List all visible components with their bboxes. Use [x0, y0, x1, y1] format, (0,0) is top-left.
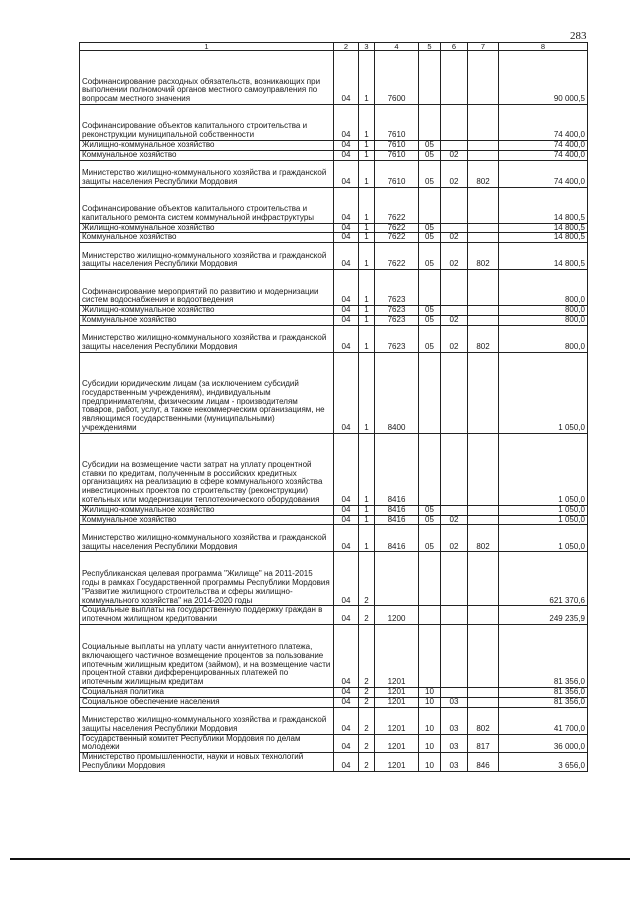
row-code-3: 1	[359, 433, 375, 505]
row-code-4: 7623	[375, 306, 419, 316]
row-code-3: 2	[359, 624, 375, 687]
row-amount: 81 356,0	[499, 697, 588, 707]
row-code-7	[468, 687, 499, 697]
row-code-3: 2	[359, 734, 375, 753]
row-amount: 36 000,0	[499, 734, 588, 753]
row-code-6: 02	[441, 233, 468, 243]
row-name: Социальные выплаты на уплату части аннуитетного платежа, включающего частичное возмещение процентов за пользование ипотечным жилищным кредитом (займом), и на возмещение части процентной ставки дифференцированных платежей по ипотечным жилищным кредитам	[80, 624, 334, 687]
row-name: Министерство жилищно-коммунального хозяйства и гражданской защиты населения Республики Мордовия	[80, 325, 334, 352]
row-code-2: 04	[334, 352, 359, 433]
row-code-5: 05	[419, 325, 441, 352]
row-code-4: 8416	[375, 505, 419, 515]
row-code-7: 802	[468, 243, 499, 270]
table-row	[80, 150, 588, 160]
row-code-3: 2	[359, 753, 375, 772]
row-code-6: 02	[441, 515, 468, 525]
row-name: Жилищно-коммунальное хозяйство	[80, 223, 334, 233]
row-code-6	[441, 505, 468, 515]
row-code-5: 05	[419, 315, 441, 325]
row-code-2: 04	[334, 150, 359, 160]
row-code-4: 8416	[375, 525, 419, 552]
table-row	[80, 515, 588, 525]
row-code-7	[468, 433, 499, 505]
row-name: Жилищно-коммунальное хозяйство	[80, 505, 334, 515]
row-code-6: 02	[441, 243, 468, 270]
row-code-3: 1	[359, 160, 375, 187]
row-code-5: 05	[419, 141, 441, 151]
row-code-2: 04	[334, 515, 359, 525]
row-name: Социальное обеспечение населения	[80, 697, 334, 707]
row-code-6	[441, 624, 468, 687]
table-row	[80, 433, 588, 505]
row-name: Министерство жилищно-коммунального хозяйства и гражданской защиты населения Республики Мордовия	[80, 160, 334, 187]
row-code-4: 1201	[375, 697, 419, 707]
row-code-3: 1	[359, 352, 375, 433]
table-row	[80, 687, 588, 697]
row-name: Республиканская целевая программа "Жилище" на 2011-2015 годы в рамках Государственной программы Республики Мордовия "Развитие жилищного строительства и сферы жилищно-коммунального хозяйства" на 2014-2020 годы	[80, 552, 334, 606]
row-code-3: 1	[359, 150, 375, 160]
row-code-6: 02	[441, 325, 468, 352]
row-code-4: 7622	[375, 223, 419, 233]
row-code-3: 1	[359, 141, 375, 151]
row-code-5: 05	[419, 515, 441, 525]
row-code-5: 05	[419, 306, 441, 316]
row-amount: 1 050,0	[499, 433, 588, 505]
table-row	[80, 352, 588, 433]
row-code-4: 7622	[375, 233, 419, 243]
row-code-3: 2	[359, 697, 375, 707]
row-name: Министерство жилищно-коммунального хозяйства и гражданской защиты населения Республики Мордовия	[80, 707, 334, 734]
row-code-4: 1201	[375, 734, 419, 753]
row-code-6: 03	[441, 707, 468, 734]
row-code-6	[441, 687, 468, 697]
row-code-4: 7623	[375, 315, 419, 325]
row-amount: 14 800,5	[499, 233, 588, 243]
row-code-3: 1	[359, 325, 375, 352]
row-amount: 81 356,0	[499, 624, 588, 687]
row-name: Субсидии юридическим лицам (за исключением субсидий государственным учреждениям), индивидуальным предпринимателям, физическим лицам - производителям товаров, работ, услуг, а также некоммерческим организациям, не являющимся государственными (муниципальными) учреждениями	[80, 352, 334, 433]
row-code-2: 04	[334, 51, 359, 105]
row-code-2: 04	[334, 325, 359, 352]
row-code-7	[468, 315, 499, 325]
row-name: Коммунальное хозяйство	[80, 150, 334, 160]
row-name: Софинансирование расходных обязательств, возникающих при выполнении полномочий органов местного самоуправления по вопросам местного значения	[80, 51, 334, 105]
row-name: Софинансирование объектов капитального строительства и реконструкции муниципальной собственности	[80, 105, 334, 141]
row-amount: 14 800,5	[499, 187, 588, 223]
row-code-2: 04	[334, 223, 359, 233]
row-code-7	[468, 223, 499, 233]
row-amount: 800,0	[499, 270, 588, 306]
row-code-2: 04	[334, 525, 359, 552]
row-code-5: 10	[419, 734, 441, 753]
row-amount: 14 800,5	[499, 243, 588, 270]
row-code-4: 8416	[375, 515, 419, 525]
row-code-2: 04	[334, 433, 359, 505]
row-amount: 800,0	[499, 315, 588, 325]
row-name: Субсидии на возмещение части затрат на уплату процентной ставки по кредитам, полученным в российских кредитных организациях на реализацию в сфере коммунального хозяйства инвестиционных проектов по строительству (реконструкции) котельных или модернизации теплотехнического оборудования	[80, 433, 334, 505]
row-code-2: 04	[334, 105, 359, 141]
page-bottom-rule	[10, 858, 630, 860]
row-code-5: 10	[419, 687, 441, 697]
row-code-5	[419, 606, 441, 625]
table-row	[80, 707, 588, 734]
table-row	[80, 697, 588, 707]
row-code-2: 04	[334, 505, 359, 515]
row-code-7: 802	[468, 525, 499, 552]
row-name: Коммунальное хозяйство	[80, 515, 334, 525]
row-code-4: 7600	[375, 51, 419, 105]
row-code-2: 04	[334, 315, 359, 325]
row-code-6: 02	[441, 525, 468, 552]
header-row	[80, 43, 588, 51]
row-code-2: 04	[334, 697, 359, 707]
row-code-3: 1	[359, 51, 375, 105]
row-name: Министерство жилищно-коммунального хозяйства и гражданской защиты населения Республики Мордовия	[80, 525, 334, 552]
row-code-5: 05	[419, 505, 441, 515]
row-code-5	[419, 270, 441, 306]
table-row	[80, 160, 588, 187]
row-code-4: 7622	[375, 243, 419, 270]
row-code-7	[468, 552, 499, 606]
row-code-3: 1	[359, 187, 375, 223]
row-code-4: 8416	[375, 433, 419, 505]
row-code-5	[419, 624, 441, 687]
row-code-2: 04	[334, 233, 359, 243]
row-code-3: 1	[359, 515, 375, 525]
row-code-4: 7610	[375, 105, 419, 141]
row-code-3: 1	[359, 315, 375, 325]
row-code-6	[441, 105, 468, 141]
budget-table	[79, 42, 588, 772]
row-code-5: 05	[419, 223, 441, 233]
table-row	[80, 325, 588, 352]
row-name: Софинансирование объектов капитального строительства и капитального ремонта систем коммунальной инфраструктуры	[80, 187, 334, 223]
row-code-3: 1	[359, 243, 375, 270]
header-col-1: 1	[80, 43, 334, 51]
row-amount: 1 050,0	[499, 515, 588, 525]
row-amount: 14 800,5	[499, 223, 588, 233]
row-code-6	[441, 51, 468, 105]
row-code-7	[468, 306, 499, 316]
row-amount: 621 370,6	[499, 552, 588, 606]
row-code-3: 1	[359, 306, 375, 316]
header-col-6: 6	[441, 43, 468, 51]
row-code-5	[419, 51, 441, 105]
row-code-3: 2	[359, 687, 375, 697]
row-code-5: 05	[419, 525, 441, 552]
row-code-6: 03	[441, 697, 468, 707]
row-amount: 1 050,0	[499, 525, 588, 552]
table-row	[80, 270, 588, 306]
table-row	[80, 505, 588, 515]
table-row	[80, 606, 588, 625]
header-col-3: 3	[359, 43, 375, 51]
row-code-7	[468, 505, 499, 515]
row-code-7	[468, 150, 499, 160]
row-code-6	[441, 187, 468, 223]
row-code-7	[468, 270, 499, 306]
row-code-3: 1	[359, 105, 375, 141]
row-code-4	[375, 552, 419, 606]
row-name: Коммунальное хозяйство	[80, 233, 334, 243]
row-code-6	[441, 141, 468, 151]
row-amount: 90 000,5	[499, 51, 588, 105]
table-row	[80, 105, 588, 141]
row-code-3: 2	[359, 606, 375, 625]
row-code-6	[441, 352, 468, 433]
row-code-2: 04	[334, 160, 359, 187]
table-row	[80, 223, 588, 233]
row-code-4: 7610	[375, 160, 419, 187]
row-amount: 81 356,0	[499, 687, 588, 697]
row-code-2: 04	[334, 707, 359, 734]
header-col-7: 7	[468, 43, 499, 51]
row-code-5: 10	[419, 753, 441, 772]
row-code-7: 802	[468, 160, 499, 187]
row-code-2: 04	[334, 687, 359, 697]
row-amount: 800,0	[499, 325, 588, 352]
row-code-6	[441, 223, 468, 233]
row-code-7	[468, 233, 499, 243]
row-amount: 74 400,0	[499, 105, 588, 141]
row-amount: 74 400,0	[499, 150, 588, 160]
header-col-4: 4	[375, 43, 419, 51]
table-row	[80, 233, 588, 243]
row-code-6	[441, 433, 468, 505]
row-code-7	[468, 141, 499, 151]
table-body	[80, 43, 588, 772]
row-code-4: 8400	[375, 352, 419, 433]
row-amount: 1 050,0	[499, 505, 588, 515]
row-code-3: 2	[359, 552, 375, 606]
row-code-7	[468, 105, 499, 141]
row-code-7	[468, 51, 499, 105]
row-code-4: 1201	[375, 687, 419, 697]
row-code-4: 1201	[375, 753, 419, 772]
row-code-6	[441, 552, 468, 606]
row-code-6: 03	[441, 734, 468, 753]
row-code-4: 7623	[375, 270, 419, 306]
table-row	[80, 734, 588, 753]
row-code-5: 05	[419, 243, 441, 270]
row-code-4: 1201	[375, 624, 419, 687]
row-code-5	[419, 187, 441, 223]
header-col-2: 2	[334, 43, 359, 51]
row-code-2: 04	[334, 624, 359, 687]
row-amount: 41 700,0	[499, 707, 588, 734]
row-code-2: 04	[334, 270, 359, 306]
table-row	[80, 552, 588, 606]
row-amount: 800,0	[499, 306, 588, 316]
row-code-7	[468, 606, 499, 625]
row-code-6: 03	[441, 753, 468, 772]
row-code-4: 7610	[375, 150, 419, 160]
row-name: Коммунальное хозяйство	[80, 315, 334, 325]
row-code-3: 2	[359, 707, 375, 734]
row-code-2: 04	[334, 734, 359, 753]
row-code-4: 1201	[375, 707, 419, 734]
row-amount: 249 235,9	[499, 606, 588, 625]
table-row	[80, 753, 588, 772]
row-code-5	[419, 352, 441, 433]
row-code-5	[419, 105, 441, 141]
row-code-7: 802	[468, 707, 499, 734]
row-code-5: 10	[419, 697, 441, 707]
row-code-3: 1	[359, 525, 375, 552]
row-code-4: 7622	[375, 187, 419, 223]
row-code-7	[468, 515, 499, 525]
row-code-2: 04	[334, 606, 359, 625]
row-code-5: 05	[419, 233, 441, 243]
row-name: Социальные выплаты на государственную поддержку граждан в ипотечном жилищном кредитовании	[80, 606, 334, 625]
row-code-4: 1200	[375, 606, 419, 625]
row-code-4: 7623	[375, 325, 419, 352]
row-name: Жилищно-коммунальное хозяйство	[80, 306, 334, 316]
row-name: Софинансирование мероприятий по развитию и модернизации систем водоснабжения и водоотведения	[80, 270, 334, 306]
row-code-2: 04	[334, 243, 359, 270]
row-code-7: 802	[468, 325, 499, 352]
row-code-5: 10	[419, 707, 441, 734]
row-name: Государственный комитет Республики Мордовия по делам молодежи	[80, 734, 334, 753]
row-name: Министерство промышленности, науки и новых технологий Республики Мордовия	[80, 753, 334, 772]
row-amount: 1 050,0	[499, 352, 588, 433]
row-code-5	[419, 552, 441, 606]
row-code-5: 05	[419, 150, 441, 160]
row-code-6	[441, 270, 468, 306]
row-code-3: 1	[359, 270, 375, 306]
table-row	[80, 525, 588, 552]
row-code-6: 02	[441, 315, 468, 325]
row-code-7	[468, 187, 499, 223]
table-row	[80, 624, 588, 687]
row-code-5	[419, 433, 441, 505]
row-name: Жилищно-коммунальное хозяйство	[80, 141, 334, 151]
row-code-5: 05	[419, 160, 441, 187]
header-col-8: 8	[499, 43, 588, 51]
table-row	[80, 315, 588, 325]
row-name: Министерство жилищно-коммунального хозяйства и гражданской защиты населения Республики Мордовия	[80, 243, 334, 270]
row-code-7	[468, 624, 499, 687]
row-code-7	[468, 352, 499, 433]
row-amount: 3 656,0	[499, 753, 588, 772]
row-code-6: 02	[441, 150, 468, 160]
row-code-3: 1	[359, 233, 375, 243]
row-code-6: 02	[441, 160, 468, 187]
row-amount: 74 400,0	[499, 160, 588, 187]
row-code-2: 04	[334, 141, 359, 151]
table-row	[80, 306, 588, 316]
row-code-6	[441, 306, 468, 316]
row-code-2: 04	[334, 753, 359, 772]
header-col-5: 5	[419, 43, 441, 51]
row-code-2: 04	[334, 306, 359, 316]
table-row	[80, 141, 588, 151]
row-code-7	[468, 697, 499, 707]
row-code-7: 846	[468, 753, 499, 772]
table-row	[80, 243, 588, 270]
row-code-6	[441, 606, 468, 625]
row-code-4: 7610	[375, 141, 419, 151]
row-amount: 74 400,0	[499, 141, 588, 151]
row-code-2: 04	[334, 187, 359, 223]
row-name: Социальная политика	[80, 687, 334, 697]
row-code-2: 04	[334, 552, 359, 606]
table-row	[80, 187, 588, 223]
row-code-3: 1	[359, 505, 375, 515]
row-code-3: 1	[359, 223, 375, 233]
page-number: 283	[570, 30, 587, 42]
row-code-7: 817	[468, 734, 499, 753]
table-row	[80, 51, 588, 105]
